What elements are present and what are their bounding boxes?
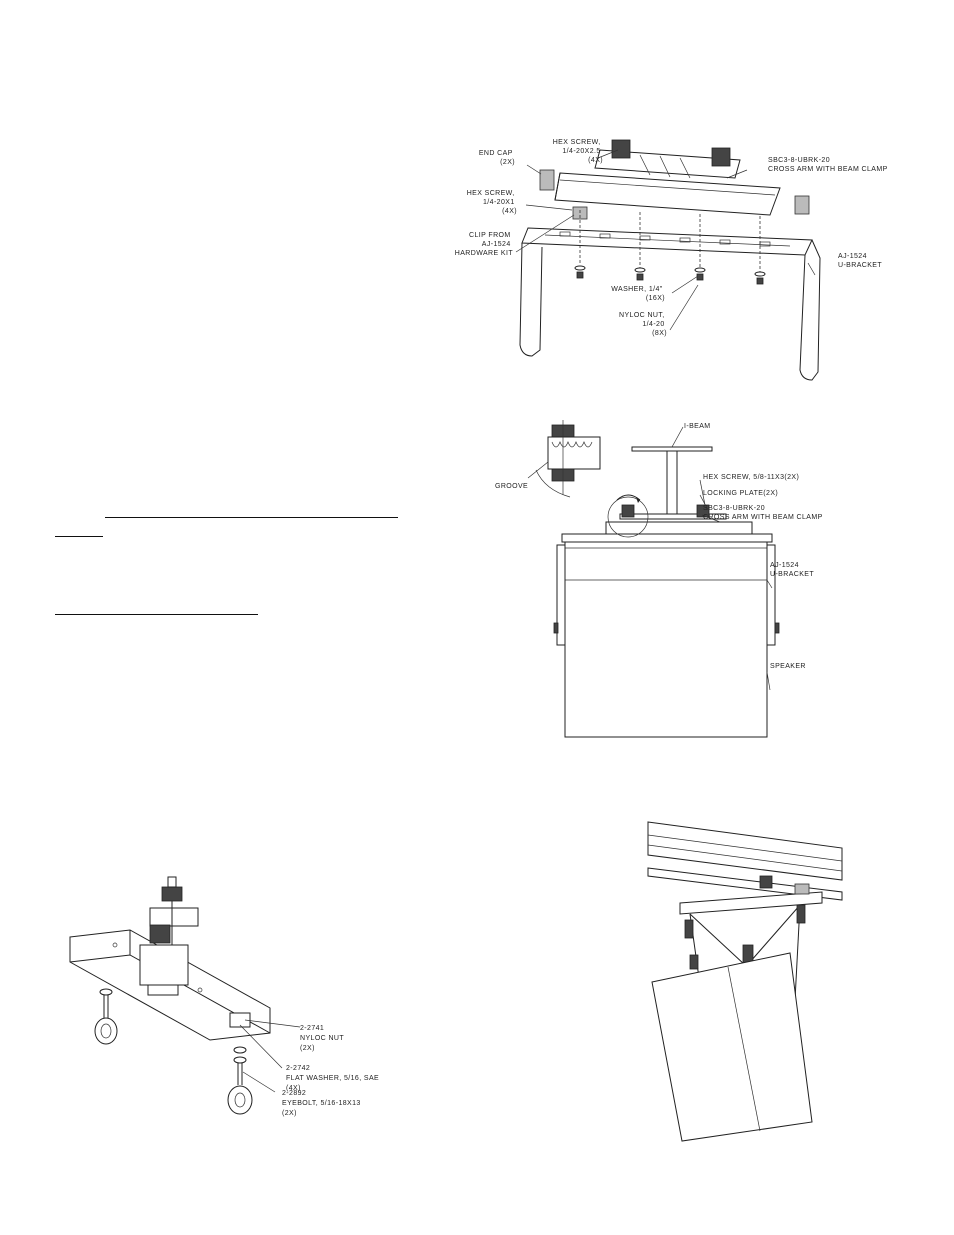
label-i-beam: I-BEAM	[684, 423, 711, 430]
label-locking-plate: LOCKING PLATE(2X)	[703, 490, 779, 497]
cross-arm-side	[606, 522, 752, 534]
figure-exploded-view	[455, 139, 888, 380]
eyebolt-left	[95, 989, 117, 1044]
label-speaker: SPEAKER	[770, 663, 806, 670]
end-cap-right	[795, 196, 809, 214]
label-u-bracket-top: AJ-1524 U-BRACKET	[838, 253, 883, 269]
cross-arm-base	[562, 534, 772, 542]
figure-side-view	[495, 420, 823, 737]
clamp-drawing	[760, 876, 772, 888]
speaker-cabinet	[652, 953, 812, 1141]
hex-screw-left	[622, 505, 634, 517]
u-bracket-drawing	[520, 228, 820, 380]
label-nyloc-nut: NYLOC NUT, 1/4-20 (8X)	[619, 312, 667, 337]
label-hex-screw-top: HEX SCREW, 1/4-20X2.5 (4X)	[552, 139, 603, 164]
label-u-bracket-side-view: AJ-1524 U-BRACKET	[770, 562, 815, 578]
label-hex-screw-side: HEX SCREW, 1/4-20X1 (4X)	[466, 190, 517, 215]
label-cross-arm-side-view: SBC3-8-UBRK-20 CROSS ARM WITH BEAM CLAMP	[703, 505, 823, 521]
label-eyebolt: 2-2892 EYEBOLT, 5/16-18X13 (2X)	[282, 1090, 361, 1117]
label-washer: WASHER, 1/4" (16X)	[611, 286, 665, 302]
speaker-drawing	[554, 542, 779, 737]
label-clip: CLIP FROM AJ-1524 HARDWARE KIT	[454, 232, 513, 257]
label-cross-arm-top: SBC3-8-UBRK-20 CROSS ARM WITH BEAM CLAMP	[768, 157, 888, 173]
eyebolt-right	[228, 1047, 252, 1114]
label-hex-screw-side-view: HEX SCREW, 5/8-11X3(2X)	[703, 474, 800, 481]
groove-detail	[528, 420, 600, 497]
label-nyloc-nut-fig3: 2-2741 NYLOC NUT (2X)	[300, 1025, 344, 1052]
figure-hung-speaker	[648, 822, 842, 1141]
end-cap-left	[540, 170, 554, 190]
label-flat-washer: 2-2742 FLAT WASHER, 5/16, SAE (4X)	[286, 1065, 380, 1092]
beam-drawing	[648, 822, 842, 900]
label-end-cap: END CAP (2X)	[478, 150, 515, 166]
label-groove: GROOVE	[495, 483, 529, 490]
figure-eyebolt-arm	[70, 877, 381, 1117]
washers-and-nuts	[575, 266, 765, 284]
